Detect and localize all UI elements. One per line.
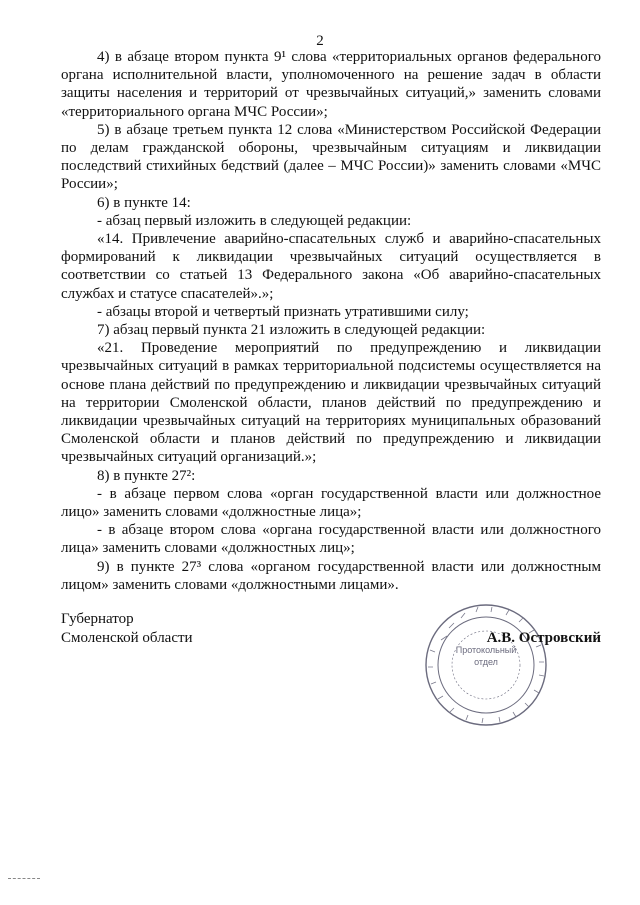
paragraph-9: 9) в пункте 27³ слова «органом государственной власти или должностным лицом» заменить словами «должностными лицами». <box>61 558 601 593</box>
paragraph-4: 4) в абзаце втором пункта 9¹ слова «территориальных органов федерального органа исполнительной власти, уполномоченного на решение задач в области защиты населения и территорий от чрезвычайных ситуаций,» заменить словами «территориального органа МЧС России»; <box>61 49 601 120</box>
seal-label: Протокольный отдел <box>455 645 517 667</box>
footer-mark <box>8 878 40 880</box>
signatory-title <box>61 610 193 648</box>
paragraph-7: 7) абзац первый пункта 21 изложить в следующей редакции: <box>97 322 486 339</box>
paragraph-7-a: «21. Проведение мероприятий по предупреждению и ликвидации чрезвычайных ситуаций в рамках территориальной подсистемы осуществляется на основе плана действий по предупреждению и ликвидации чрезвычайных ситуаций на территории Смоленской области, планов действий по предупреждению и ликвидации чрезвычайных ситуаций на территориях муниципальных образований Смоленской области и планов действий по предупреждению и ликвидации чрезвычайных ситуаций организаций.»; <box>61 340 601 466</box>
paragraph-5: 5) в абзаце третьем пункта 12 слова «Министерством Российской Федерации по делам гражданской обороны, чрезвычайным ситуациям и ликвидации последствий стихийных бедствий (далее – МЧС России)» заменить словами «МЧС России»; <box>61 121 601 193</box>
paragraph-8-b: - в абзаце втором слова «органа государственной власти или должностного лица» заменить словами «должностных лиц»; <box>61 522 601 557</box>
signature-block <box>61 610 601 730</box>
paragraph-6-b: «14. Привлечение аварийно-спасательных служб и аварийно-спасательных формирований к ликвидации чрезвычайных ситуаций осуществляется в соответствии со статьей 13 Федерального закона «Об аварийно-спасательных службах и статусе спасателей».»; <box>61 231 601 302</box>
signatory-title-line1: Губернатор <box>61 611 134 627</box>
paragraph-6-c: - абзацы второй и четвертый признать утратившими силу; <box>97 303 469 320</box>
signatory-name: А.В. Островский <box>486 630 601 646</box>
paragraph-6: 6) в пункте 14: <box>97 194 191 211</box>
paragraph-6-a: - абзац первый изложить в следующей редакции: <box>97 212 412 229</box>
document-body <box>61 48 601 594</box>
page-number: 2 <box>316 33 324 49</box>
official-seal-stamp <box>421 600 551 730</box>
signatory-title-line2: Смоленской области <box>61 630 193 646</box>
paragraph-8: 8) в пункте 27²: <box>97 467 196 484</box>
paragraph-8-a: - в абзаце первом слова «орган государственной власти или должностное лицо» заменить словами «должностные лица»; <box>61 485 601 521</box>
